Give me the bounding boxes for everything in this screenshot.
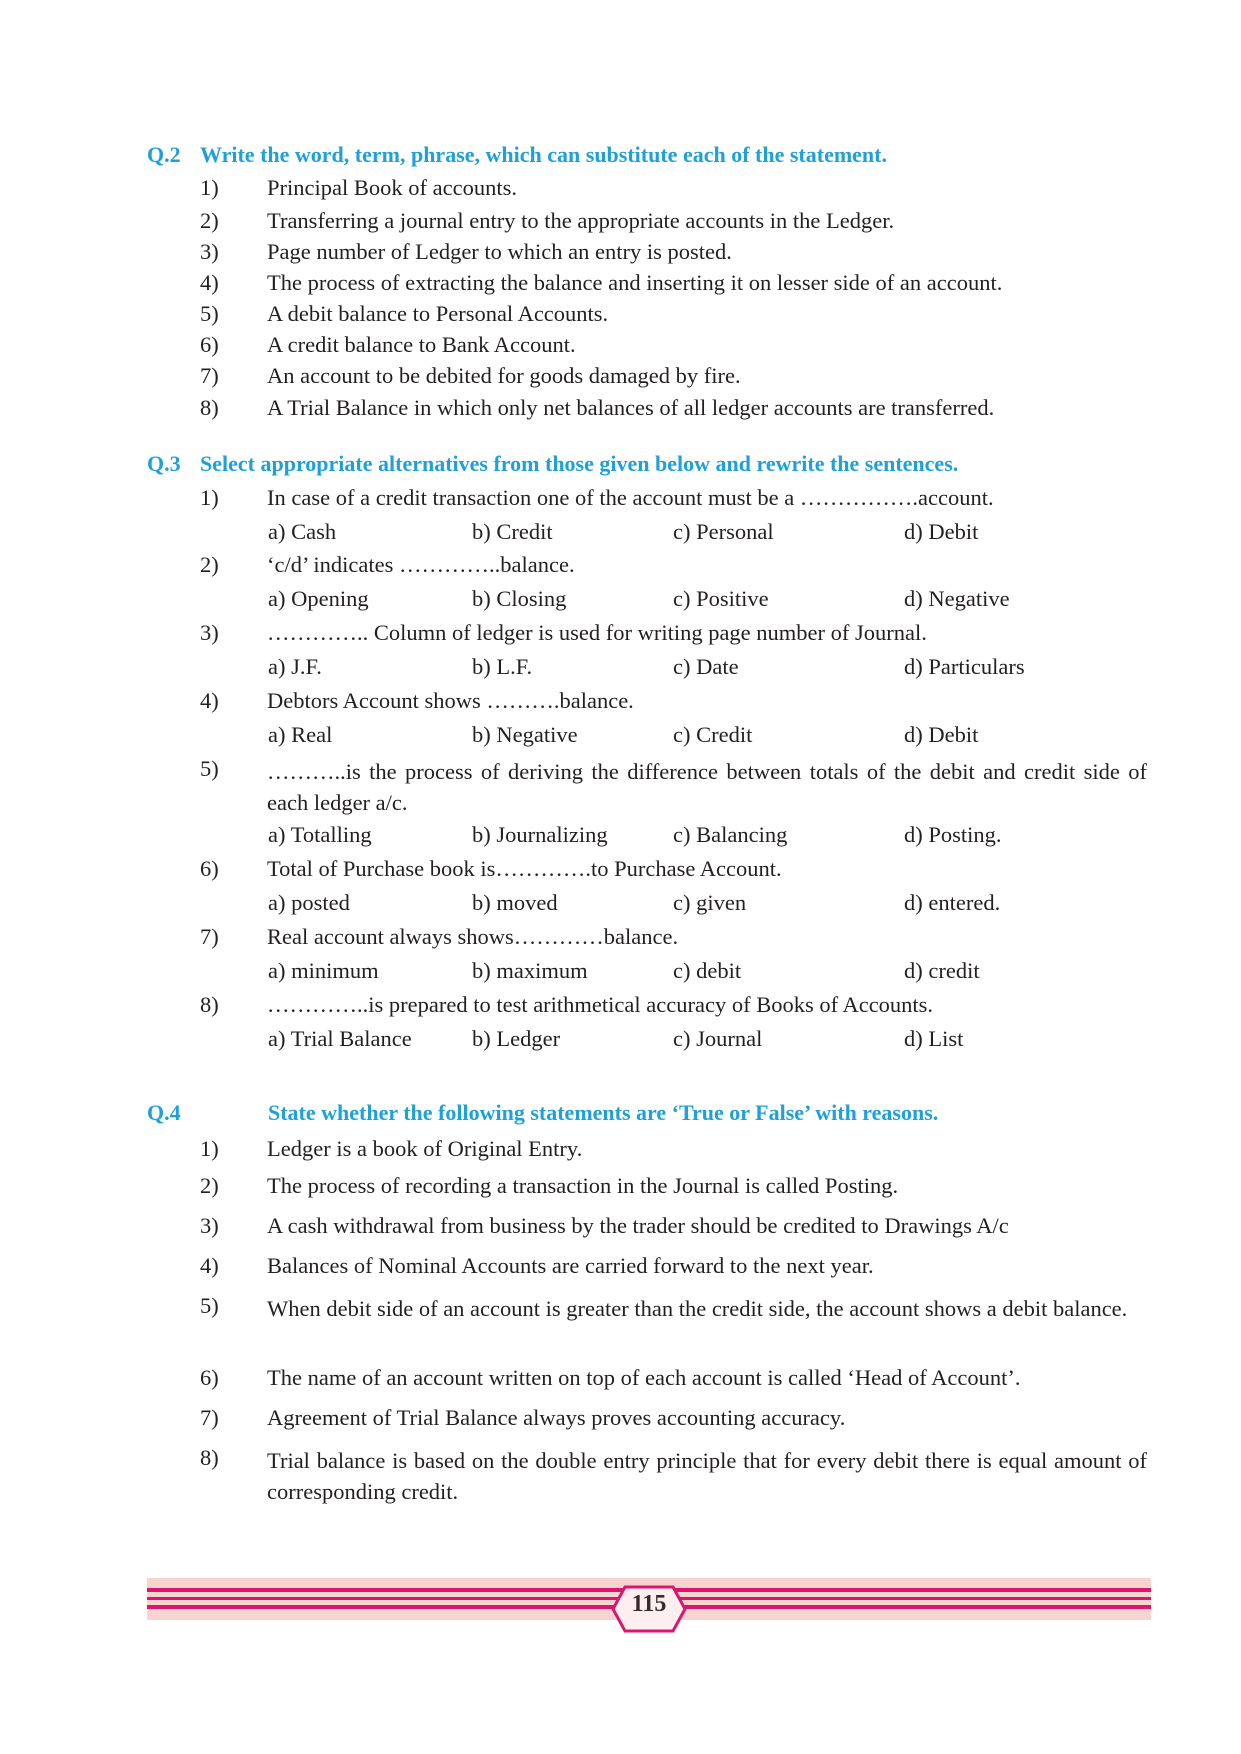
q3-item-7-option-a: a) minimum [268, 958, 379, 983]
q3-item-5-option-a: a) Totalling [268, 822, 372, 847]
q3-item-5-option-d: d) Posting. [904, 822, 1002, 847]
q4-item-5-text: When debit side of an account is greater than the credit side, the account shows a debit balance. [267, 1296, 1128, 1321]
q2-item-7-text: An account to be debited for goods damaged by fire. [267, 363, 741, 388]
q3-item-8-text: …………..is prepared to test arithmetical accuracy of Books of Accounts. [267, 992, 934, 1017]
q2-item-8-text: A Trial Balance in which only net balances of all ledger accounts are transferred. [267, 395, 995, 420]
q2-item-5-number: 5) [200, 301, 219, 326]
q3-item-4-option-a: a) Real [268, 722, 333, 747]
q3-item-1-option-c: c) Personal [673, 519, 774, 544]
q2-item-8-number: 8) [200, 395, 219, 420]
q3-item-7-option-c: c) debit [673, 958, 742, 983]
q3-item-8-number: 8) [200, 992, 219, 1017]
q4-item-6-number: 6) [200, 1365, 219, 1390]
q2-item-5-text: A debit balance to Personal Accounts. [267, 301, 609, 326]
q3-item-1-number: 1) [200, 485, 219, 510]
q4-item-2-number: 2) [200, 1173, 219, 1198]
q3-item-7-text: Real account always shows…………balance. [267, 924, 679, 949]
q4-item-8-number: 8) [200, 1445, 219, 1470]
q4-item-4-text: Balances of Nominal Accounts are carried forward to the next year. [267, 1253, 874, 1278]
q3-item-1-option-d: d) Debit [904, 519, 979, 544]
q4-item-7-text: Agreement of Trial Balance always proves accounting accuracy. [267, 1405, 846, 1430]
q2-item-6-text: A credit balance to Bank Account. [267, 332, 576, 357]
q3-item-4-number: 4) [200, 688, 219, 713]
q3-item-5-text: ………..is the process of deriving the difference between totals of the debit and credit side of each ledger a/c. [267, 759, 1147, 815]
q2-label: Q.2 [147, 142, 181, 167]
q3-item-2-option-b: b) Closing [472, 586, 567, 611]
q4-item-6-text: The name of an account written on top of each account is called ‘Head of Account’. [267, 1365, 1021, 1390]
q2-item-2-number: 2) [200, 208, 219, 233]
q2-item-3-text: Page number of Ledger to which an entry is posted. [267, 239, 732, 264]
q2-item-6-number: 6) [200, 332, 219, 357]
q3-item-2-option-c: c) Positive [673, 586, 769, 611]
q3-item-2-option-d: d) Negative [904, 586, 1010, 611]
q4-item-7-number: 7) [200, 1405, 219, 1430]
q3-item-8-option-b: b) Ledger [472, 1026, 561, 1051]
q4-item-2-text: The process of recording a transaction in the Journal is called Posting. [267, 1173, 899, 1198]
q3-item-3-option-d: d) Particulars [904, 654, 1025, 679]
q3-item-5-number: 5) [200, 756, 219, 781]
q3-item-2-number: 2) [200, 552, 219, 577]
page-number: 115 [631, 1591, 667, 1617]
q4-label: Q.4 [147, 1100, 181, 1125]
q4-item-3-text: A cash withdrawal from business by the trader should be credited to Drawings A/c [267, 1213, 1009, 1238]
q3-item-3-option-b: b) L.F. [472, 654, 533, 679]
q4-item-1-text: Ledger is a book of Original Entry. [267, 1136, 583, 1161]
q2-item-3-number: 3) [200, 239, 219, 264]
q3-item-4-option-c: c) Credit [673, 722, 753, 747]
q3-item-2-text: ‘c/d’ indicates …………..balance. [267, 552, 575, 577]
q3-item-6-option-b: b) moved [472, 890, 558, 915]
q3-item-4-text: Debtors Account shows ……….balance. [267, 688, 634, 713]
q3-label: Q.3 [147, 451, 181, 476]
q3-item-6-text: Total of Purchase book is………….to Purchase Account. [267, 856, 782, 881]
q3-item-5-option-b: b) Journalizing [472, 822, 608, 847]
q4-item-8-text: Trial balance is based on the double entry principle that for every debit there is equal amount of corresponding credit. [267, 1448, 1147, 1504]
q3-item-8-option-d: d) List [904, 1026, 964, 1051]
q3-item-5-option-c: c) Balancing [673, 822, 788, 847]
q2-item-1-number: 1) [200, 175, 219, 200]
q3-item-3-text: ………….. Column of ledger is used for writing page number of Journal. [267, 620, 927, 645]
q3-item-8-option-c: c) Journal [673, 1026, 763, 1051]
q3-item-1-text: In case of a credit transaction one of the account must be a …………….account. [267, 485, 994, 510]
q3-item-2-option-a: a) Opening [268, 586, 369, 611]
q3-item-4-option-b: b) Negative [472, 722, 578, 747]
q3-item-3-option-a: a) J.F. [268, 654, 322, 679]
q3-item-3-number: 3) [200, 620, 219, 645]
q4-item-3-number: 3) [200, 1213, 219, 1238]
q3-item-7-number: 7) [200, 924, 219, 949]
q3-item-6-option-c: c) given [673, 890, 747, 915]
q4-item-1-number: 1) [200, 1136, 219, 1161]
q4-item-4-number: 4) [200, 1253, 219, 1278]
q3-item-1-option-a: a) Cash [268, 519, 337, 544]
q3-heading: Select appropriate alternatives from those given below and rewrite the sentences. [200, 451, 959, 476]
q2-item-4-number: 4) [200, 270, 219, 295]
q3-item-6-option-a: a) posted [268, 890, 350, 915]
q3-item-8-option-a: a) Trial Balance [268, 1026, 412, 1051]
q3-item-1-option-b: b) Credit [472, 519, 553, 544]
q3-item-4-option-d: d) Debit [904, 722, 979, 747]
q2-item-4-text: The process of extracting the balance and inserting it on lesser side of an account. [267, 270, 1003, 295]
q3-item-7-option-d: d) credit [904, 958, 980, 983]
q3-item-7-option-b: b) maximum [472, 958, 588, 983]
q2-item-1-text: Principal Book of accounts. [267, 175, 517, 200]
q2-item-2-text: Transferring a journal entry to the appropriate accounts in the Ledger. [267, 208, 895, 233]
q2-heading: Write the word, term, phrase, which can substitute each of the statement. [200, 142, 887, 167]
q3-item-6-option-d: d) entered. [904, 890, 1001, 915]
q3-item-6-number: 6) [200, 856, 219, 881]
q4-item-5-number: 5) [200, 1293, 219, 1318]
q2-item-7-number: 7) [200, 363, 219, 388]
q3-item-3-option-c: c) Date [673, 654, 739, 679]
q4-heading: State whether the following statements are ‘True or False’ with reasons. [268, 1100, 939, 1125]
